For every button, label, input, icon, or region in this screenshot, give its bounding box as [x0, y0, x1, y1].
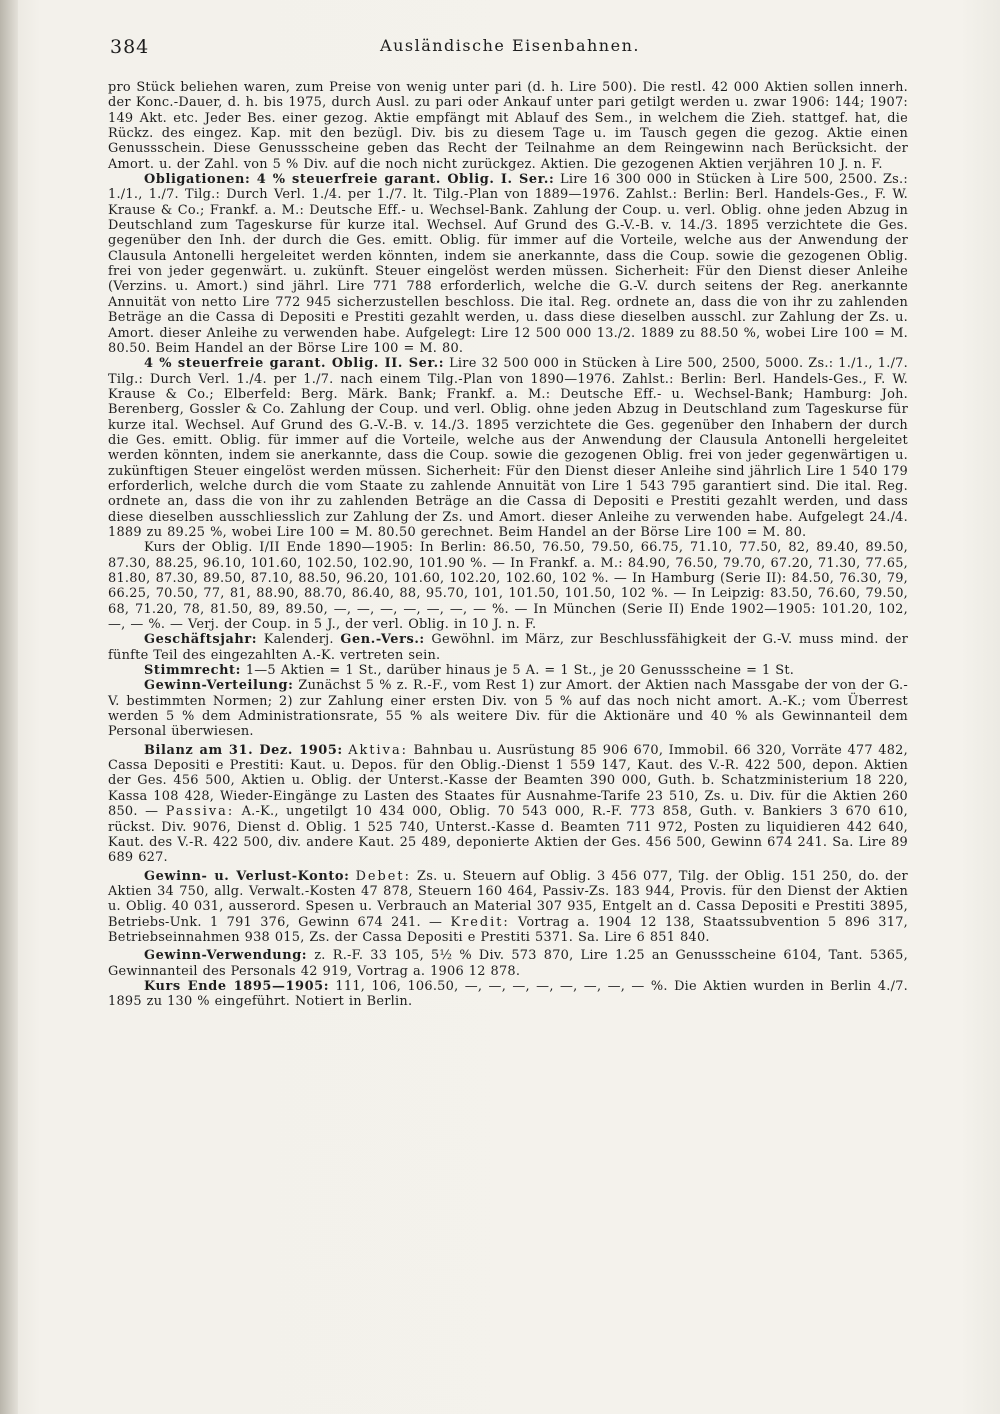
paragraph-stimmrecht — [108, 663, 908, 678]
spaced-label: Kredit: — [450, 914, 510, 930]
paragraph-text: Bahnbau u. Ausrüstung 85 906 670, Immobil. 66 320, Vorräte 477 482, Cassa Depositi e Prestiti: Kaut. u. Depos. für den Oblig.-Dienst 1 559 147, Kaut. des V.-R. 422 500, depon. Aktien der Ges. 456 500, Aktien u. Oblig. der Unterst.-Kasse der Beamten 390 000, Guth. b. Schatzministerium 18 220, Kassa 108 428, Wieder-Eingänge zu Lasten des Staates für Ausnahme-Tarife 23 510, Zs. u. Div. für die Aktien 260 850. — — [108, 742, 908, 820]
paragraph-kurse-oblig — [108, 540, 908, 632]
paragraph-gewinn-verteilung — [108, 678, 908, 739]
paragraph-gewinn-verwendung — [108, 948, 908, 979]
page-body — [108, 80, 908, 1010]
paragraph-text: Gewöhnl. im März, zur Beschlussfähigkeit der G.-V. muss mind. der fünfte Teil des eingezahlten A.-K. vertreten sein. — [108, 632, 908, 663]
paragraph-text: pro Stück beliehen waren, zum Preise von wenig unter pari (d. h. Lire 500). Die restl. 42 000 Aktien sollen innerh. der Konc.-Dauer, d. h. bis 1975, durch Ausl. zu pari oder Ankauf unter pari getilgt werden u. zwar 1906: 144; 1907: 149 Akt. etc. Jeder Bes. einer gezog. Aktie empfängt mit Ablauf des Sem., in welchem die Zieh. stattgef. hat, die Rückz. des eingez. Kap. mit den bezügl. Div. bis zu diesem Tage u. im Tausch gegen die gezog. Aktie einen Genussschein. Diese Genussscheine geben das Recht der Teilnahme an dem Reingewinn nach Berücksicht. der Amort. u. der Zahl. von 5 % Div. auf die noch nicht zurückgez. Aktien. Die gezogenen Aktien verjähren 10 J. n. F. — [108, 80, 908, 172]
paragraph-text: A.-K., ungetilgt 10 434 000, Oblig. 70 543 000, R.-F. 773 858, Guth. v. Bankiers 3 670 610, rückst. Div. 9076, Dienst d. Oblig. 1 525 740, Unterst.-Kasse d. Beamten 711 972, Posten zu liquidieren 442 640, Kaut. des V.-R. 422 500, div. andere Kaut. 25 489, deponierte Aktien der Ges. 456 500, Gewinn 674 241. Sa. Lire 89 689 627. — [108, 804, 908, 866]
page-number: 384 — [110, 36, 150, 58]
section-heading: Geschäftsjahr: — [144, 632, 258, 648]
binding-shadow — [0, 0, 18, 1414]
paragraph-aktien — [108, 80, 908, 172]
section-heading: Gewinn-Verteilung: — [144, 678, 294, 694]
paragraph-text: Lire 16 300 000 in Stücken à Lire 500, 2500. Zs.: 1./1., 1./7. Tilg.: Durch Verl. 1./4. per 1./7. lt. Tilg.-Plan von 1889—1976. Zahlst.: Berlin: Berl. Handels-Ges., F. W. Krause & Co.; Frankf. a. M.: Deutsche Eff.- u. Wechsel-Bank. Zahlung der Coup. u. verl. Oblig. ohne jeden Abzug in Deutschland zum Tageskurse für kurze ital. Wechsel. Auf Grund des G.-V.-B. v. 14./3. 1895 verzichtete die Ges. gegenüber den Inh. der durch die Ges. emitt. Oblig. für immer auf die Vorteile, welche aus der Anwendung der Clausula Antonelli hergeleitet werden könnten, indem sie anerkannte, dass die Coup. sowie die gezogenen Oblig. frei von jeder gegenwärt. u. zukünft. Steuer eingelöst werden müssen. Sicherheit: Für den Dienst dieser Anleihe (Verzins. u. Amort.) sind jährl. Lire 771 788 erforderlich, welche die G.-V. durch seitens der Reg. anerkannte Annuität von netto Lire 772 945 sicherzustellen beschloss. Die ital. Reg. ordnete an, dass die von ihr zu zahlenden Beträge an die Cassa di Depositi e Prestiti gezahlt werden, u. dass diese dieselben ausschl. zur Zahlung der Zs. u. Amort. dieser Anleihe zu verwenden habe. Aufgelegt: Lire 12 500 000 13./2. 1889 zu 88.50 %, wobei Lire 100 = M. 80.50. Beim Handel an der Börse Lire 100 = M. 80. — [108, 172, 908, 356]
spaced-label: Passiva: — [165, 804, 235, 820]
paragraph-text: 111, 106, 106.50, —, —, —, —, —, —, —, — %. Die Aktien wurden in Berlin 4./7. 1895 zu 130 % eingeführt. Notiert in Berlin. — [108, 978, 908, 1010]
section-heading: Stimmrecht: — [144, 663, 241, 679]
paragraph-text: Zs. u. Steuern auf Oblig. 3 456 077, Tilg. der Oblig. 151 250, do. der Aktien 34 750, allg. Verwalt.-Kosten 47 878, Steuern 160 464, Passiv-Zs. 183 944, Provis. für den Dienst der Aktien u. Oblig. 40 031, ausserord. Spesen u. Verbrauch an Material 307 935, Entgelt an d. Cassa Depositi e Prestiti 3895, Betriebs-Unk. 1 791 376, Gewinn 674 241. — — [108, 868, 908, 930]
paragraph-text: z. R.-F. 33 105, 5½ % Div. 573 870, Lire 1.25 an Genussscheine 6104, Tant. 5365, Gewinnanteil des Personals 42 919, Vortrag a. 1906 12 878. — [108, 948, 908, 979]
section-heading: Obligationen: 4 % steuerfreie garant. Oblig. I. Ser.: — [144, 172, 555, 188]
section-heading: Gewinn-Verwendung: — [144, 948, 308, 964]
page-header — [110, 36, 910, 60]
paragraph-obligationen-ser-2 — [108, 356, 908, 540]
paragraph-obligationen-ser-1 — [108, 172, 908, 356]
paragraph-bilanz — [108, 743, 908, 866]
section-heading: Gewinn- u. Verlust-Konto: — [144, 868, 350, 884]
spaced-label: Aktiva: — [348, 742, 408, 758]
paragraph-kurs-ende — [108, 979, 908, 1010]
paragraph-text: Kurs der Oblig. I/II Ende 1890—1905: In Berlin: 86.50, 76.50, 79.50, 66.75, 71.10, 77.50, 82, 89.40, 89.50, 87.30, 88.25, 96.10, 101.60, 102.50, 102.90, 101.90 %. — In Frankf. a. M.: 84.90, 76.50, 79.70, 67.20, 71.30, 77.65, 81.80, 87.30, 89.50, 87.10, 88.50, 96.20, 101.60, 102.20, 102.60, 102 %. — In Hamburg (Serie II): 84.50, 76.30, 79, 66.25, 70.50, 77, 81, 88.90, 88.70, 86.40, 88, 95.70, 101, 101.50, 101.50, 102 %. — In Leipzig: 83.50, 76.60, 79.50, 68, 71.20, 78, 81.50, 89, 89.50, —, —, —, —, —, —, — %. — In München (Serie II) Ende 1902—1905: 101.20, 102, —, — %. — Verj. der Coup. in 5 J., der verl. Oblig. in 10 J. n. F. — [108, 540, 908, 633]
section-heading: 4 % steuerfreie garant. Oblig. II. Ser.: — [144, 356, 445, 372]
paragraph-text: Vortrag a. 1904 12 138, Staatssubvention 5 896 317, Betriebseinnahmen 938 015, Zs. der Cassa Depositi e Prestiti 5371. Sa. Lire 6 851 840. — [108, 914, 908, 945]
paragraph-text: Zunächst 5 % z. R.-F., vom Rest 1) zur Amort. der Aktien nach Massgabe der von der G.-V. bestimmten Normen; 2) zur Zahlung einer ersten Div. von 5 % auf das noch nicht amort. A.-K.; vom Überrest werden 5 % dem Administrationsrate, 55 % als weitere Div. für die Aktionäre und 40 % als Gewinnanteil dem Personal überwiesen. — [108, 678, 908, 740]
section-heading: Kurs Ende 1895—1905: — [144, 978, 330, 994]
paragraph-gewinn-verlust-konto — [108, 869, 908, 946]
spaced-label: Debet: — [355, 868, 411, 884]
running-title: Ausländische Eisenbahnen. — [380, 36, 640, 55]
paragraph-text: 1—5 Aktien = 1 St., darüber hinaus je 5 A. = 1 St., je 20 Genussscheine = 1 St. — [245, 663, 795, 679]
paragraph-geschaeftsjahr — [108, 632, 908, 663]
section-heading: Gen.-Vers.: — [340, 632, 425, 648]
paragraph-text: Kalenderj. — [263, 632, 334, 648]
section-heading: Bilanz am 31. Dez. 1905: — [144, 742, 343, 758]
paragraph-text: Lire 32 500 000 in Stücken à Lire 500, 2500, 5000. Zs.: 1./1., 1./7. Tilg.: Durch Verl. 1./4. per 1./7. nach einem Tilg.-Plan von 1890—1976. Zahlst.: Berlin: Berl. Handels-Ges., F. W. Krause & Co.; Elberfeld: Berg. Märk. Bank; Frankf. a. M.: Deutsche Eff.- u. Wechsel-Bank; Hamburg: Joh. Berenberg, Gossler & Co. Zahlung der Coup. und verl. Oblig. ohne jeden Abzug in Deutschland zum Tageskurse für kurze ital. Wechsel. Auf Grund des G.-V.-B. v. 14./3. 1895 verzichtete die Ges. gegenüber den Inhabern der durch die Ges. emitt. Oblig. für immer auf die Vorteile, welche aus der Anwendung der Clausula Antonelli hergeleitet werden könnten, indem sie anerkannte, dass die Coup. sowie die gezogenen Oblig. frei von jeder gegenwärtigen u. zukünftigen Steuer eingelöst werden müssen. Sicherheit: Für den Dienst dieser Anleihe sind jährlich Lire 1 540 179 erforderlich, welche durch die vom Staate zu zahlende Annuität von Lire 1 543 795 garantiert sind. Die ital. Reg. ordnete an, dass die von ihr zu zahlenden Beträge an die Cassa di Depositi e Prestiti gezahlt werden, und dass diese dieselben ausschliesslich zur Zahlung der Zs. und Amort. dieser Anleihe zu verwenden habe. Aufgelegt 24./4. 1889 zu 89.25 %, wobei Lire 100 = M. 80.50 gerechnet. Beim Handel an der Börse Lire 100 = M. 80. — [108, 356, 908, 540]
